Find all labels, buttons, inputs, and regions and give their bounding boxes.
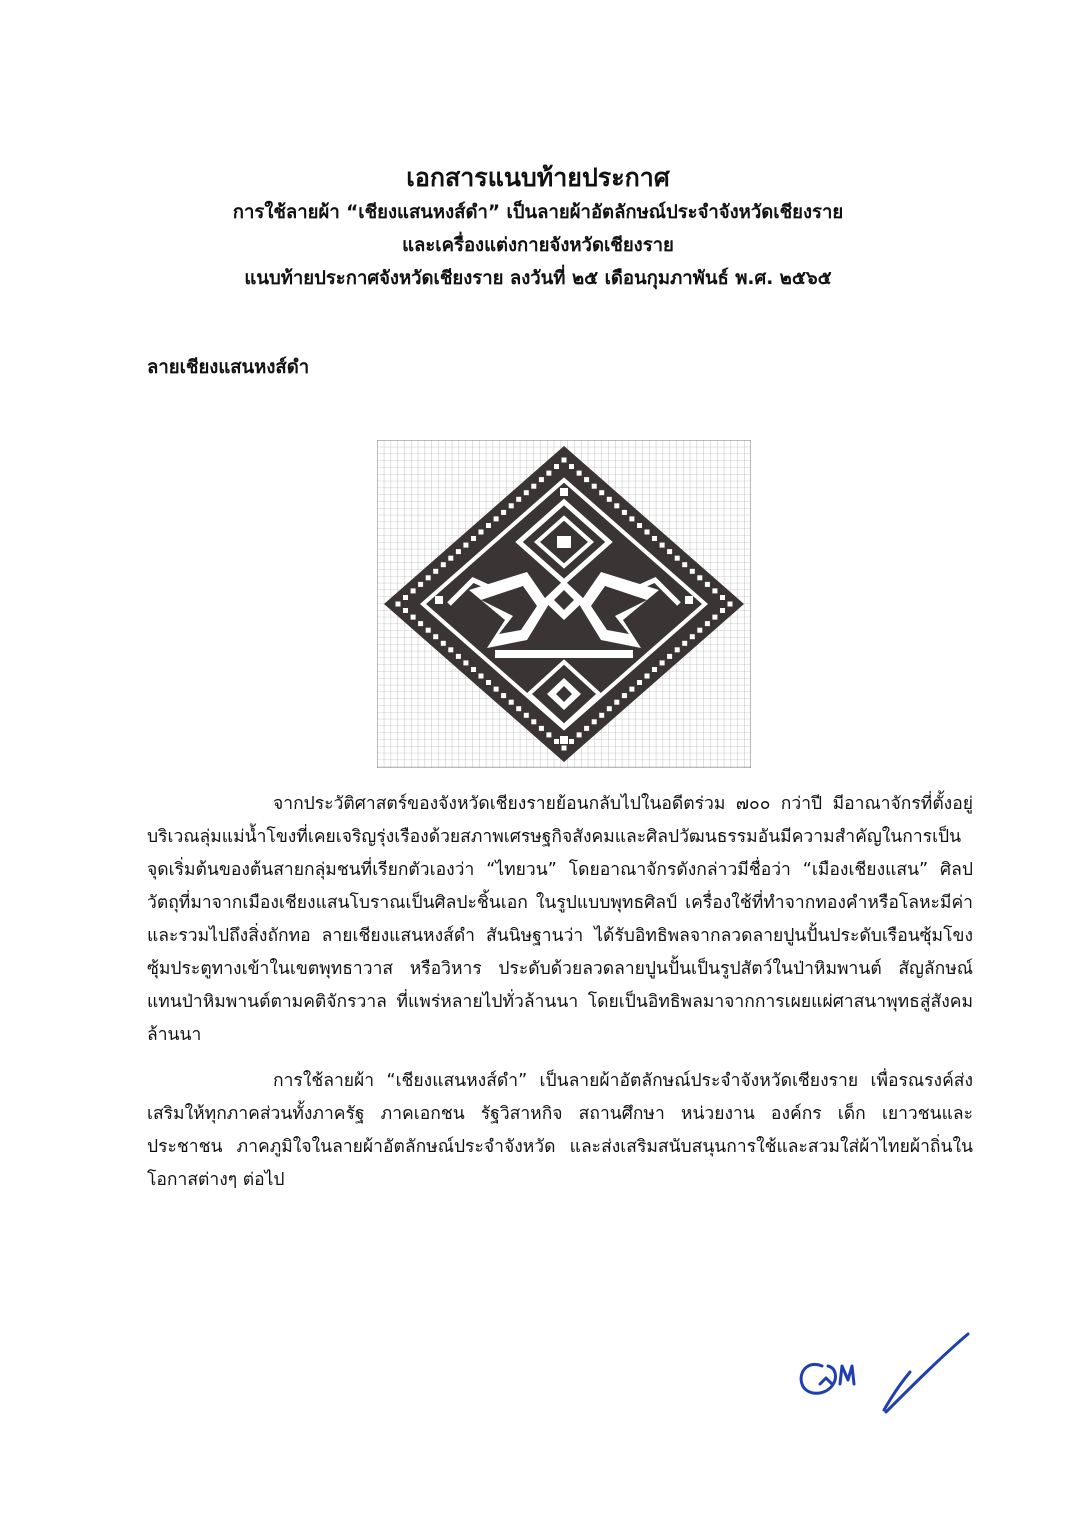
pattern-border-dot [516,497,521,502]
pattern-border-dot [637,523,642,528]
pattern-border-dot [396,602,401,607]
pattern-border-dot [690,634,695,639]
pattern-border-dot [486,680,491,685]
pattern-border-dot [486,523,491,528]
paragraph-1-text: จากประวัติศาสตร์ของจังหวัดเชียงรายย้อนกลับไปในอดีตร่วม ๗๐๐ กว่าปี มีอาณาจักรที่ตั้งอยู่บริเวณลุ่มแม่น้ำโขงที่เคยเจริญรุ่งเรืองด้วยสภาพเศรษฐกิจสังคมและศิลปวัฒนธรรมอันมีความสำคัญในการเป็นจุดเริ่มต้นของต้นสายกลุ่มชนที่เรียกตัวเองว่า “ไทยวน” โดยอาณาจักรดังกล่าวมีชื่อว่า “เมืองเชียงแสน” ศิลปวัตถุที่มาจากเมืองเชียงแสนโบราณเป็นศิลปะชิ้นเอก ในรูปแบบพุทธศิลป์ เครื่องใช้ที่ทำจากทองคำหรือโลหะมีค่า และรวมไปถึงสิ่งถักทอ ลายเชียงแสนหงส์ดำ สันนิษฐานว่า ได้รับอิทธิพลจากลวดลายปูนปั้นประดับเรือนซุ้มโขง ซุ้มประตูทางเข้าในเขตพุทธาวาส หรือวิหาร ประดับด้วยลวดลายปูนปั้นเป็นรูปสัตว์ในป่าหิมพานต์ สัญลักษณ์แทนป่าหิมพานต์ตามคติจักรวาล ที่แพร่หลายไปทั่วล้านนา โดยเป็นอิทธิพลมาจากการเผยแผ่ศาสนาพุทธสู่สังคมล้านนา [147,794,973,1045]
pattern-border-dot [562,458,567,463]
pattern-border-dot [682,641,687,646]
pattern-border-dot [479,530,484,535]
pattern-border-dot [599,713,604,718]
pattern-border-dot [705,621,710,626]
chiang-saen-swan-pattern-icon [377,440,751,768]
pattern-border-dot [546,471,551,476]
pattern-border-dot [697,628,702,633]
header-line-1: การใช้ลายผ้า “เชียงแสนหงส์ดำ” เป็นลายผ้าอัตลักษณ์ประจำจังหวัดเชียงราย [232,202,844,223]
textile-pattern-figure [377,440,751,768]
pattern-border-dot [433,634,438,639]
paragraph-2-text: การใช้ลายผ้า “เชียงแสนหงส์ดำ” เป็นลายผ้าอัตลักษณ์ประจำจังหวัดเชียงราย เพื่อรณรงค์ส่งเสริมให้ทุกภาคส่วนทั้งภาครัฐ ภาคเอกชน รัฐวิสาหกิจ สถานศึกษา หน่วยงาน องค์กร เด็ก เยาวชนและประชาชน ภาคภูมิใจในลายผ้าอัตลักษณ์ประจำจังหวัด และส่งเสริมสนับสนุนการใช้และสวมใส่ผ้าไทยผ้าถิ่นในโอกาสต่างๆ ต่อไป [147,1071,973,1190]
pattern-border-dot [607,497,612,502]
pattern-border-dot [569,464,574,469]
pattern-border-dot [524,490,529,495]
pattern-border-dot [697,575,702,580]
pattern-border-dot [433,569,438,574]
pattern-border-dot [592,719,597,724]
pattern-border-dot [554,739,559,744]
pattern-border-dot [403,595,408,600]
pattern-border-dot [554,464,559,469]
pattern-border-dot [524,713,529,718]
body-paragraph-2 [147,1065,973,1197]
pattern-border-dot [411,615,416,620]
pattern-border-dot [660,543,665,548]
body-paragraph-1 [147,788,973,1052]
pattern-border-dot [629,687,634,692]
header-line-2: และเครื่องแต่งกายจังหวัดเชียงราย [402,235,674,256]
pattern-border-dot [546,732,551,737]
pattern-border-dot [614,700,619,705]
pattern-border-dot [562,746,567,751]
pattern-border-dot [660,660,665,665]
pattern-border-dot [592,484,597,489]
pattern-border-dot [614,503,619,508]
pattern-border-dot [501,693,506,698]
pattern-border-dot [463,660,468,665]
pattern-border-dot [448,556,453,561]
pattern-border-dot [645,674,650,679]
pattern-border-dot [712,615,717,620]
pattern-border-dot [471,667,476,672]
pattern-border-dot [720,608,725,613]
pattern-border-dot [622,693,627,698]
pattern-border-dot [675,647,680,652]
pattern-border-dot [690,569,695,574]
header-line-3: แนบท้ายประกาศจังหวัดเชียงราย ลงวันที่ ๒๕ เดือนกุมภาพันธ์ พ.ศ. ๒๕๖๕ [244,268,832,289]
pattern-border-dot [441,641,446,646]
pattern-border-dot [652,536,657,541]
pattern-border-dot [584,726,589,731]
pattern-border-dot [501,510,506,515]
pattern-border-dot [494,516,499,521]
pattern-border-dot [539,477,544,482]
section-heading: ลายเชียงแสนหงส์ดำ [147,357,310,378]
document-title: เอกสารแนบท้ายประกาศ [406,163,670,192]
pattern-border-dot [426,575,431,580]
pattern-border-dot [463,543,468,548]
pattern-border-dot [682,562,687,567]
pattern-border-dot [728,602,733,607]
pattern-border-dot [705,582,710,587]
pattern-border-dot [509,503,514,508]
signature-icon [792,1326,978,1418]
pattern-border-dot [645,530,650,535]
pattern-border-dot [494,687,499,692]
pattern-border-dot [456,654,461,659]
pattern-border-dot [577,732,582,737]
pattern-border-dot [667,549,672,554]
pattern-border-dot [607,706,612,711]
pattern-border-dot [667,654,672,659]
pattern-border-dot [479,674,484,679]
document-header [0,160,1076,295]
pattern-border-dot [720,595,725,600]
pattern-border-dot [675,556,680,561]
pattern-border-dot [577,471,582,476]
pattern-border-dot [652,667,657,672]
pattern-border-dot [539,726,544,731]
pattern-border-dot [426,628,431,633]
pattern-border-dot [418,582,423,587]
pattern-border-dot [569,739,574,744]
pattern-border-dot [584,477,589,482]
pattern-border-dot [441,562,446,567]
pattern-border-dot [629,516,634,521]
pattern-border-dot [531,484,536,489]
pattern-border-dot [531,719,536,724]
pattern-border-dot [448,647,453,652]
pattern-border-dot [637,680,642,685]
pattern-border-dot [712,588,717,593]
pattern-border-dot [471,536,476,541]
pattern-border-dot [599,490,604,495]
pattern-border-dot [516,706,521,711]
pattern-border-dot [622,510,627,515]
pattern-border-dot [509,700,514,705]
pattern-border-dot [418,621,423,626]
pattern-border-dot [403,608,408,613]
pattern-border-dot [411,588,416,593]
pattern-border-dot [456,549,461,554]
